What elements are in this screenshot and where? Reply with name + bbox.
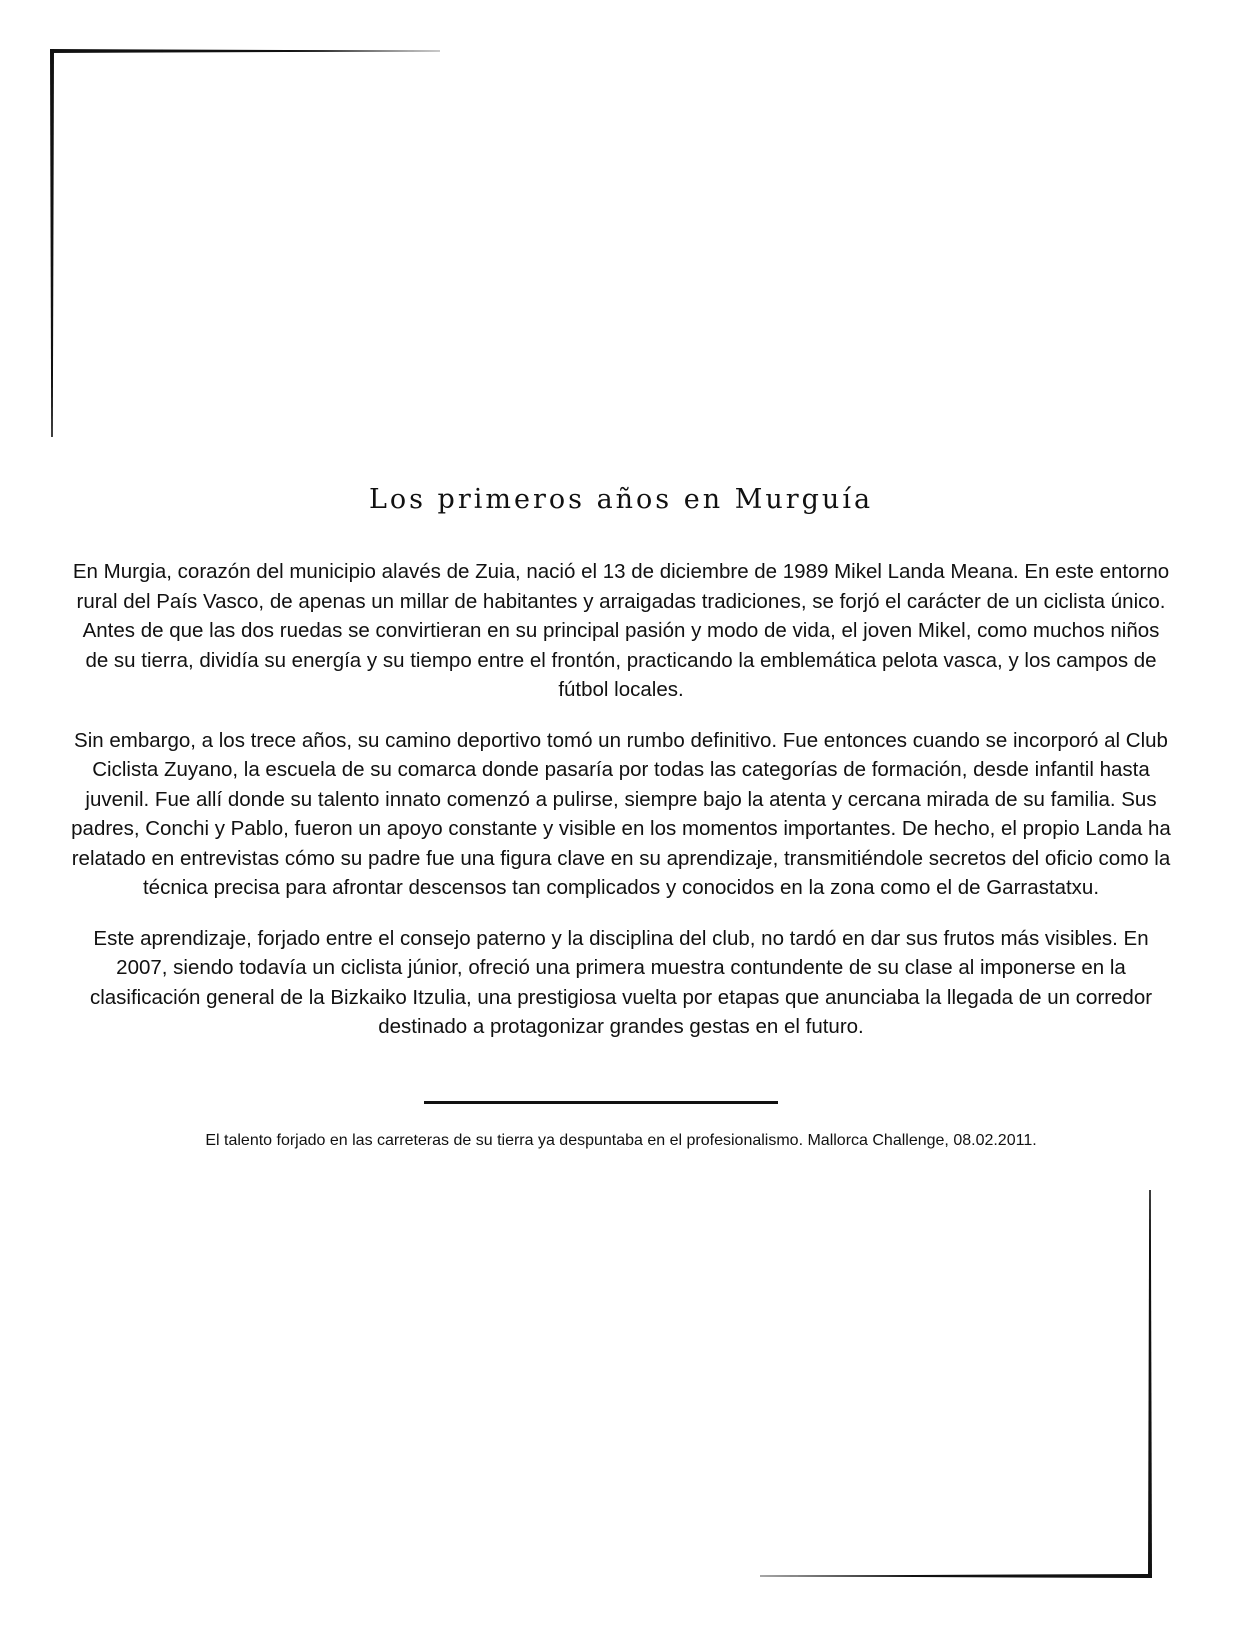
photo-caption: El talento forjado en las carreteras de su tierra ya despuntaba en el profesionalismo. Mallorca Challenge, 08.02.2011. <box>205 1132 1037 1149</box>
paragraph-3: Este aprendizaje, forjado entre el consejo paterno y la disciplina del club, no tardó en dar sus frutos más visibles. En 2007, siendo todavía un ciclista júnior, ofreció una primera muestra contundente de su clase al imponerse en la clasificación general de la Bizkaiko Itzulia, una prestigiosa vuelta por etapas que anunciaba la llegada de un corredor destinado a protagonizar grandes gestas en el futuro. <box>89 926 1153 1038</box>
frame-corner-top-left-vertical <box>50 49 54 437</box>
frame-corner-top-left-horizontal <box>50 49 440 53</box>
page-title: Los primeros años en Murguía <box>368 484 874 515</box>
body-text <box>70 557 1172 1063</box>
paragraph-1: En Murgia, corazón del municipio alavés de Zuia, nació el 13 de diciembre de 1989 Mikel Landa Meana. En este entorno rural del País Vasco, de apenas un millar de habitantes y arraigadas tradiciones, se forjó el carácter de un ciclista único. Antes de que las dos ruedas se convirtieran en su principal pasión y modo de vida, el joven Mikel, como muchos niños de su tierra, dividía su energía y su tiempo entre el frontón, practicando la emblemática pelota vasca, y los campos de fútbol locales. <box>72 560 1170 701</box>
frame-corner-bottom-right-horizontal <box>760 1574 1152 1578</box>
paragraph-2: Sin embargo, a los trece años, su camino deportivo tomó un rumbo definitivo. Fue entonces cuando se incorporó al Club Ciclista Zuyano, la escuela de su comarca donde pasaría por todas las categorías de formación, desde infantil hasta juvenil. Fue allí donde su talento innato comenzó a pulirse, siempre bajo la atenta y cercana mirada de su familia. Sus padres, Conchi y Pablo, fueron un apoyo constante y visible en los momentos importantes. De hecho, el propio Landa ha relatado en entrevistas cómo su padre fue una figura clave en su aprendizaje, transmitiéndole secretos del oficio como la técnica precisa para afrontar descensos tan complicados y conocidos en la zona como el de Garrastatxu. <box>71 728 1171 899</box>
horizontal-rule <box>424 1101 778 1104</box>
frame-corner-bottom-right-vertical <box>1148 1190 1152 1578</box>
